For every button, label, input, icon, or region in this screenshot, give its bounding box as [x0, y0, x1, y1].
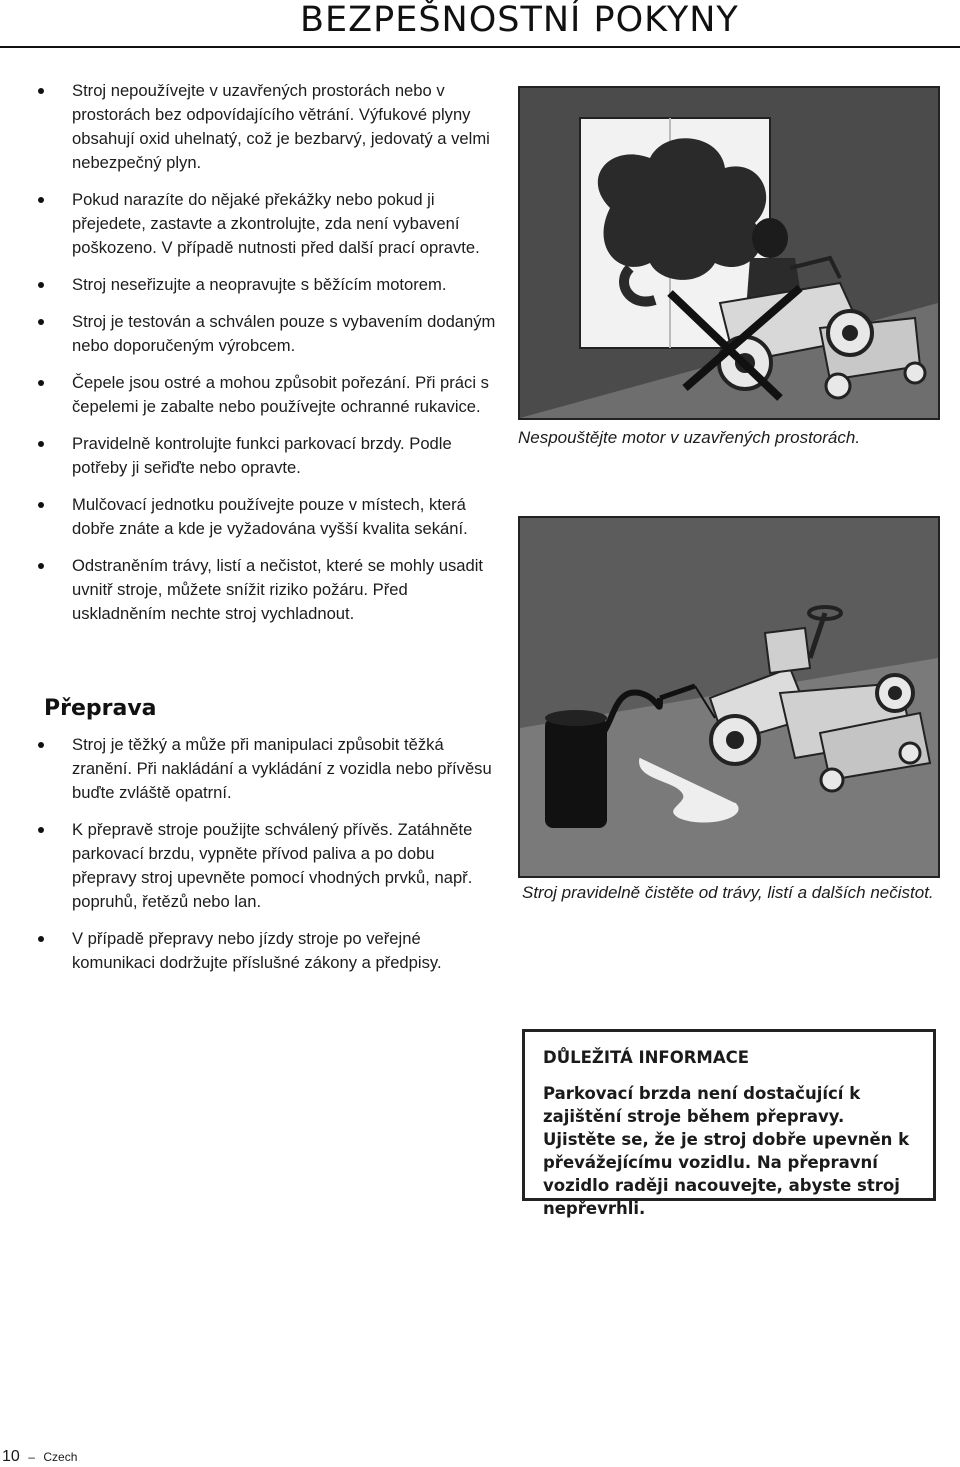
list-item-text: Pokud narazíte do nějaké překážky nebo pokud ji přejedete, zastavte a zkontrolujte, zda není vybavení poškozeno. V případě nutnosti před další prací opravte.: [72, 190, 480, 257]
list-item-text: Mulčovací jednotku používejte pouze v místech, která dobře znáte a kde je vyžadována vyšší kvalita sekání.: [72, 495, 468, 538]
list-item: [36, 927, 496, 975]
transport-list-column: [36, 733, 496, 988]
bullet-icon: [38, 197, 44, 203]
list-item: [36, 432, 496, 480]
list-item: [36, 188, 496, 260]
list-item-text: Odstraněním trávy, listí a nečistot, které se mohly usadit uvnitř stroje, můžete snížit riziko požáru. Před uskladněním nechte stroj vychladnout.: [72, 556, 484, 623]
list-item: [36, 310, 496, 358]
bullet-icon: [38, 88, 44, 94]
cleaning-mower-illustration: [520, 518, 938, 876]
header-rule: [0, 46, 960, 48]
page-number: 10: [2, 1448, 20, 1465]
list-item-text: Stroj je testován a schválen pouze s vybavením dodaným nebo doporučeným výrobcem.: [72, 312, 496, 355]
bullet-icon: [38, 441, 44, 447]
notice-text: Parkovací brzda není dostačující k zajištění stroje během přepravy. Ujistěte se, že je stroj dobře upevněn k převážejícímu vozidlu. Na přepravní vozidlo raději nacouvejte, abyste stroj nepřevrhli.: [543, 1084, 910, 1218]
bullet-icon: [38, 502, 44, 508]
bullet-icon: [38, 827, 44, 833]
footer-language: Czech: [43, 1450, 78, 1464]
page-footer: [2, 1448, 77, 1466]
list-item: [36, 79, 496, 175]
list-item-text: Stroj neseřizujte a neopravujte s běžícím motorem.: [72, 275, 447, 294]
list-item-text: K přepravě stroje použijte schválený přívěs. Zatáhněte parkovací brzdu, vypněte přívod paliva a po dobu přepravy stroj upevněte pomocí vhodných prvků, např. popruhů, řetězů nebo lan.: [72, 820, 473, 911]
bullet-icon: [38, 319, 44, 325]
list-item-text: Pravidelně kontrolujte funkci parkovací brzdy. Podle potřeby ji seřiďte nebo opravte.: [72, 434, 452, 477]
safety-list-column: [36, 79, 496, 639]
figure-caption: Stroj pravidelně čistěte od trávy, listí a dalších nečistot.: [522, 883, 934, 902]
list-item: [36, 818, 496, 914]
list-item-text: Čepele jsou ostré a mohou způsobit pořezání. Při práci s čepelemi je zabalte nebo používejte ochranné rukavice.: [72, 373, 489, 416]
bullet-icon: [38, 282, 44, 288]
list-item: [36, 273, 496, 297]
list-item: [36, 493, 496, 541]
transport-bullet-list: [36, 733, 496, 975]
safety-bullet-list: [36, 79, 496, 626]
important-notice-box: [522, 1029, 936, 1218]
list-item: [36, 371, 496, 419]
figure-no-enclosed-space: [518, 86, 940, 420]
list-item-text: Stroj nepoužívejte v uzavřených prostorách nebo v prostorách bez odpovídajícího větrání. Výfukové plyny obsahují oxid uhelnatý, což je bezbarvý, jedovatý a velmi nebezpečný plyn.: [72, 81, 490, 172]
bullet-icon: [38, 563, 44, 569]
list-item-text: Stroj je těžký a může při manipulaci způsobit těžká zranění. Při nakládání a vykládání z vozidla nebo přívěsu buďte zvláště opatrní.: [72, 735, 492, 802]
bullet-icon: [38, 936, 44, 942]
list-item: [36, 554, 496, 626]
notice-title: DŮLEŽITÁ INFORMACE: [543, 1048, 749, 1067]
figure-clean-mower: [518, 516, 940, 878]
page-title: BEZPEŠNOSTNÍ POKYNY: [300, 0, 739, 40]
bullet-icon: [38, 380, 44, 386]
bullet-icon: [38, 742, 44, 748]
section-heading-transport: Přeprava: [44, 696, 157, 721]
garage-mower-illustration: [520, 88, 938, 418]
footer-separator: –: [28, 1450, 35, 1464]
list-item-text: V případě přepravy nebo jízdy stroje po veřejné komunikaci dodržujte příslušné zákony a předpisy.: [72, 929, 442, 972]
list-item: [36, 733, 496, 805]
figure-caption: Nespouštějte motor v uzavřených prostorách.: [518, 428, 861, 447]
